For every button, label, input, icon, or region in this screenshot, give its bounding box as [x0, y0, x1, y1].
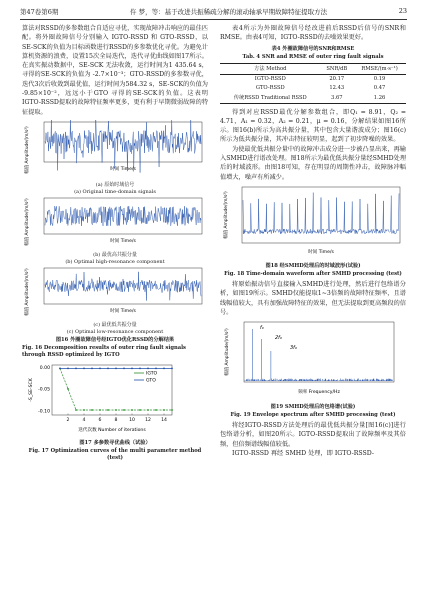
fig17-xtick-label: 8 — [114, 417, 118, 423]
fig16a-plot — [22, 120, 208, 178]
table-cell: 3.67 — [331, 94, 343, 101]
right-column — [220, 24, 406, 458]
fig16a-caption-cn: (a) 原始时域信号 — [95, 181, 135, 188]
table4-title-en: Tab. 4 SNR and RMSE of outer ring fault signals — [242, 53, 384, 60]
fig16a-caption-en: (a) Original time-domain signals — [74, 188, 156, 195]
fig17-point-gto — [163, 367, 165, 369]
fig18-caption-cn: 图18 经SMHD处理后的时域波形(试验) — [265, 262, 361, 269]
fig17-point-gto — [67, 367, 69, 369]
fig17-point-igto — [171, 409, 173, 411]
fig16c-caption-cn: (c) 最优低共振分量 — [93, 321, 137, 328]
fig17-point-igto — [123, 409, 125, 411]
fig17-point-igto — [91, 409, 93, 411]
left-column — [22, 24, 208, 463]
fig17-point-igto — [75, 409, 77, 411]
fig17-point-igto — [67, 388, 69, 390]
fig17-legend — [134, 371, 158, 384]
right-paragraph-1: 表4所示为外圈故障信号经改进前后RSSD后信号的SNR和RMSE。由表4可知，IGTO-RSSD的去噪效果更好。 — [220, 25, 406, 42]
table-cell: 1.26 — [373, 94, 386, 101]
fig17-point-gto — [115, 367, 117, 369]
fig17-point-igto — [155, 409, 157, 411]
fig17-point-gto — [147, 367, 149, 369]
fig19-plot — [220, 319, 406, 399]
fig17-point-igto — [83, 409, 85, 411]
fig17-point-gto — [139, 367, 141, 369]
fig17-xlabel: 迭代次数 Number of iterations — [78, 427, 146, 433]
fig16b-caption-cn: (b) 最优高共振分量 — [93, 251, 137, 258]
page-number: 23 — [398, 7, 407, 15]
fig17-legend-igto: IGTO — [146, 371, 158, 377]
table4-title-cn: 表4 外圈故障信号的SNR和RMSE — [271, 45, 355, 52]
fig16b-xlabel: 时间 Time/s — [110, 238, 136, 244]
fig17-xtick-label: 4 — [82, 417, 86, 423]
fig17-point-gto — [91, 367, 93, 369]
right-paragraph-2: 得到对应RSSD最优分解参数组合，即Q₁ = 8.91，Q₂ = 4.71，A₁ = 0.32，A₂ = 0.21，μ = 0.16，分解结果如图16所示。图16(b)所示为高共振分量，其中包含大量谐波成分；图16(c)所示为低共振分量，其冲击特征较明显，起到了初步降噪的效果。 — [220, 108, 406, 144]
table-cell: 12.43 — [329, 85, 345, 92]
table-row — [220, 93, 406, 104]
fig19-label-f0: f₀ — [260, 325, 264, 332]
fig19-xlabel: 频率 Frequency/Hz — [298, 390, 340, 396]
fig17-point-igto — [115, 409, 117, 411]
fig16-caption-cn: 图16 外圈故障信号经IGTO优化RSSD的分解结果 — [55, 336, 175, 343]
fig19-ylabel: 幅值 Amplitude/(m/s²) — [225, 328, 230, 376]
fig17-point-igto — [131, 409, 133, 411]
fig17-ytick-label: -0.10 — [38, 409, 50, 415]
fig18-ylabel: 幅值 Amplitude/(m/s²) — [224, 191, 229, 239]
fig17-point-gto — [155, 367, 157, 369]
table-row — [220, 84, 406, 93]
fig16c-xlabel: 时间 Time/s — [110, 308, 136, 314]
fig19-label-3f0: 3f₀ — [290, 345, 297, 352]
right-paragraph-6: IGTO-RSSD 再经 SMHD 处理，即 IGTO-RSSD- — [232, 450, 374, 458]
fig17-point-gto — [75, 367, 77, 369]
table-cell: GTO-RSSD — [255, 85, 285, 92]
fig17-point-gto — [131, 367, 133, 369]
figure-17 — [22, 361, 208, 462]
fig16b-ylabel: 幅值 Amplitude/(m/s²) — [25, 198, 30, 246]
fig17-ylabel: -S_SE-SCK — [29, 378, 34, 402]
fig17-point-gto — [171, 367, 173, 369]
fig16-caption-en: Fig. 16 Decomposition results of outer ring fault signals through RSSD optimized by IGTO — [22, 344, 186, 358]
table4-col-snr: SNR/dB — [326, 65, 348, 72]
fig17-xtick-label: 10 — [129, 417, 135, 423]
table4-col-method: 方法 Method — [254, 66, 287, 73]
figure-19 — [220, 319, 406, 419]
fig18-caption-en: Fig. 18 Time-domain waveform after SMHD processing (test) — [224, 270, 402, 277]
fig17-xtick-label: 6 — [98, 417, 102, 423]
figure-16 — [22, 120, 208, 359]
fig17-point-igto — [139, 409, 141, 411]
table-cell: IGTO-RSSD — [254, 76, 286, 83]
fig18-plot — [220, 184, 406, 258]
table-cell: 传统RSSD Traditional RSSD — [233, 95, 307, 102]
fig17-point-igto — [147, 409, 149, 411]
fig17-point-igto — [107, 409, 109, 411]
fig17-xtick-label: 14 — [161, 417, 167, 423]
fig17-point-igto — [163, 409, 165, 411]
table4-header-row — [220, 63, 406, 74]
fig17-ytick-label: 0.00 — [39, 365, 50, 371]
header-issue: 第47卷第6期 — [20, 7, 59, 16]
fig17-chart — [22, 361, 208, 435]
fig16b-plot — [22, 196, 208, 248]
fig16a-ylabel: 幅值 Amplitude/(m/s²) — [25, 126, 30, 174]
fig17-caption-cn: 图17 多参数寻优曲线（试验） — [79, 439, 151, 446]
fig16c-caption-en: (c) Optimal low-resonance component — [66, 328, 164, 335]
fig17-xtick-label: 12 — [145, 417, 151, 423]
table-cell: 20.17 — [329, 76, 345, 83]
fig17-point-gto — [83, 367, 85, 369]
fig18-xlabel: 时间 Time/s — [308, 249, 334, 255]
header-title: 仵 梦，等：基于改进共振稀疏分解的滚动轴承早期故障特征提取方法 — [130, 7, 328, 16]
right-paragraph-3: 为使最优低共振分量中的故障冲击成分进一步被凸显出来，再输入SMHD进行谱改处理。图18所示为最优低共振分量经SMHD处理后的时域波形。由图18可知，存在明显的周期性冲击，故障脉冲幅值增大，噪声有所减少。 — [220, 145, 406, 181]
right-paragraph-5: 将经IGTO-RSSD方法处理后的最优低共振分量[图16(c)]进行包络谱分析，如图20所示。IGTO-RSSD提取出了故障频率及其倍频，但倍频谱线幅值较低。 — [220, 422, 406, 448]
table-cell: 0.19 — [373, 76, 386, 83]
fig16b-caption-en: (b) Optimal high-resonance component — [65, 258, 165, 265]
fig16c-ylabel: 幅值 Amplitude/(m/s²) — [25, 268, 30, 316]
table-row — [220, 74, 406, 84]
fig17-ytick-label: -0.05 — [38, 387, 50, 393]
right-paragraph-4: 将原始振动信号直接输入SMHD进行处理，然后进行包络谱分析，如图19所示。SMHD仅能提取1~3倍频的故障特征频率，且谱线幅值较大，具有加强故障特征的效果，但无法提取到更高频段的信号。 — [220, 280, 406, 316]
fig19-caption-cn: 图19 SMHD处理后的包络谱(试验) — [270, 404, 356, 411]
fig19-label-2f0: 2f₀ — [275, 335, 282, 342]
fig19-caption-en: Fig. 19 Envelope spectrum after SMHD processing (test) — [230, 412, 396, 419]
fig17-point-gto — [107, 367, 109, 369]
figure-18 — [220, 184, 406, 278]
fig17-point-gto — [123, 367, 125, 369]
fig17-legend-gto: GTO — [146, 378, 156, 384]
left-paragraph-1: 算法对RSSD的多参数组合自适应寻优，实现故障冲击响应的最佳匹配。将外圈故障信号分别输入 IGTO-RSSD 和 GTO-RSSD，以SE-SCK的负值为目标函数进行RSSD的多参数优化寻优。为避免计算机资源的浪费，设置15次全局迭代，迭代寻优曲线如图17所示。在真实振动数据中，SE-SCK 无法收敛，运行时间为1 435.64 s，寻得的SE-SCK的负值为 -2.7×10⁻³；GTO-RSSD的多参数寻优，迭代3次后收敛到最优值，运行时间为584.32 s，SE-SCK的负值为 -9.85×10⁻²，远远小于GTO 寻得的SE-SCK的负值。这表明IGTO-RSSD提取的故障特征频率更多，更有利于早期微弱故障的特征提取。 — [22, 25, 208, 116]
fig16c-plot — [22, 266, 208, 318]
table4-col-rmse: RMSE/(m·s⁻¹) — [361, 65, 398, 72]
running-header — [20, 5, 407, 20]
fig17-point-gto — [99, 367, 101, 369]
fig16a-xlabel: 时间 Time/s — [110, 166, 136, 172]
table-cell: 0.47 — [373, 85, 386, 92]
table-4 — [220, 63, 406, 104]
fig17-caption-en: Fig. 17 Optimization curves of the multi parameter method (test) — [28, 447, 202, 461]
fig17-xtick-label: 2 — [66, 417, 70, 423]
fig17-point-gto — [59, 367, 61, 369]
fig17-point-igto — [99, 409, 101, 411]
